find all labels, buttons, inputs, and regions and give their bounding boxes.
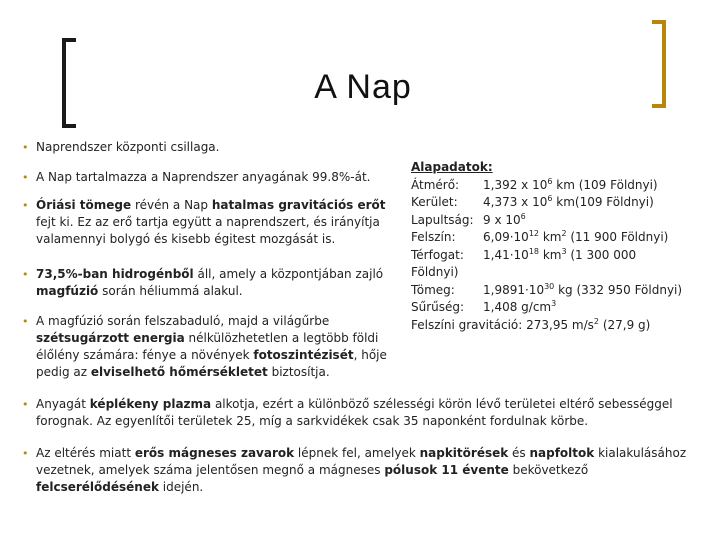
bullet-line [36,197,401,214]
row-exponent: 2 [593,316,600,326]
infobox-row-circumference [411,194,716,212]
row-value: km(109 Földnyi) [552,195,654,209]
row-label: Lapultság: [411,212,474,227]
bullet-text: pedig az [36,365,91,379]
row-label: Felszíni gravitáció: 273,95 m/s [411,317,594,332]
bullet-text: vezetnek, amelyek száma jelentősen megnő a mágneses [36,463,385,477]
bullet-line: A magfúzió során felszabaduló, majd a világűrbe [36,314,330,328]
row-exponent: 6 [520,211,526,221]
row-exponent: 2 [561,229,567,238]
infobox-title: Alapadatok: [411,160,493,174]
row-value: (1 300 000 [566,247,637,262]
bullet-text: bekövetkező [508,463,589,477]
bold-text: felcserélődésének [36,480,159,494]
infobox-row-mass [411,282,716,300]
bullet-text: idején. [158,480,204,494]
bullet-text: révén a Nap [131,198,212,212]
bold-text: 73,5%-ban hidrogénből [36,267,194,281]
bullet-text: alkotja, ezért a különböző szélességi körön lévő területei eltérő sebességgel [211,397,673,411]
row-value: km (109 Földnyi) [552,177,658,192]
row-label: Sűrűség: [411,300,465,314]
row-label: Tömeg: [411,282,455,297]
infobox-row-diameter [411,177,716,195]
bullet-line [36,330,401,347]
bold-text: pólusok 11 évente [384,463,509,477]
bullet-hydrogen [22,266,401,300]
row-label: Földnyi) [411,265,459,279]
bullet-line [36,479,712,496]
row-value: 1,392 x 10 [483,177,548,192]
bullet-mass-share [22,169,396,186]
bullet-text: élőlény számára: fénye a növények [36,348,254,362]
bullet-line [36,462,712,479]
bullet-dot-icon: • [22,141,29,154]
bullet-gravity [22,197,401,248]
row-value: 6,09·10 [483,230,529,244]
row-label: Térfogat: [411,247,464,262]
bullet-text: során héliummá alakul. [98,284,243,298]
row-value: 1,408 g/cm [483,300,552,314]
bold-text: Óriási tömege [36,198,132,212]
row-exponent: 18 [528,246,539,256]
row-value: 9 x 10 [483,212,521,227]
bold-text: fotoszintézisét [253,348,354,362]
bullet-line: forognak. Az egyenlítői területek 25, míg a sarkvidékek csak 35 naponként fordulnak körbe. [36,414,589,428]
bullet-text: Anyagát [36,397,90,411]
row-exponent: 30 [544,281,555,291]
bullet-line [36,364,401,381]
row-label: Kerület: [411,195,458,209]
row-exponent: 3 [561,246,567,256]
infobox-row-volume-cont [411,264,716,282]
infobox-row-flattening [411,212,716,230]
infobox-row-surface [411,229,716,247]
bullet-line: fejt ki. Ez az erő tartja együtt a naprendszert, és irányítja [36,215,380,229]
row-value: 4,373 x 10 [483,195,548,209]
row-value: (27,9 g) [599,317,651,332]
bullet-dot-icon: • [22,315,29,328]
bullet-text: nélkülözhetetlen a legtöbb földi [184,331,379,345]
bullet-text: kialakulásához [594,446,687,460]
bullet-text: Naprendszer központi csillaga. [36,140,220,154]
bold-text: magfúzió [36,284,99,298]
infobox-row-volume [411,247,716,265]
bullet-line [36,445,712,462]
bullet-central-star [22,139,396,156]
infobox-row-gravity [411,317,716,335]
bullet-line [36,283,401,300]
bullet-text: lépnek fel, amelyek [294,446,420,460]
bold-text: képlékeny plazma [89,397,212,411]
bullet-text: biztosítja. [267,365,330,379]
row-value: kg (332 950 Földnyi) [554,282,683,297]
row-label: Átmérő: [411,177,460,192]
bullet-plasma-rotation [22,396,712,430]
bullet-dot-icon: • [22,199,29,212]
bold-text: hatalmas gravitációs erőt [211,198,386,212]
row-value: (11 900 Földnyi) [566,230,669,244]
bullet-line [36,396,712,413]
row-value: 1,41·10 [483,247,529,262]
bullet-line [36,266,401,283]
bullet-line [36,347,401,364]
bullet-text: és [508,446,530,460]
row-exponent: 12 [528,229,539,238]
row-value: km [539,230,562,244]
bullet-dot-icon: • [22,447,29,460]
slide-title: A Nap [314,68,412,106]
row-value: km [539,247,562,262]
bullet-line: valamennyi bolygó és kisebb égitest mozgását is. [36,232,336,246]
bullet-magnetic [22,445,712,496]
bullet-dot-icon: • [22,171,29,184]
bold-text: elviselhető hőmérsékletet [90,365,268,379]
row-exponent: 6 [547,176,553,186]
bullet-text: A Nap tartalmazza a Naprendszer anyagának 99.8%-át. [36,170,371,184]
basic-data-box [411,159,716,359]
bullet-dot-icon: • [22,268,29,281]
bullet-fusion-energy [22,313,401,381]
bold-text: szétsugárzott energia [36,331,185,345]
bold-text: erős mágneses zavarok [134,446,295,460]
bullet-dot-icon: • [22,398,29,411]
row-exponent: 3 [551,299,557,308]
row-label: Felszín: [411,230,456,244]
row-exponent: 6 [547,194,553,203]
bullet-text: , hője [353,348,387,362]
bold-text: napkitörések [419,446,509,460]
row-value: 1,9891·10 [483,282,545,297]
bullet-text: áll, amely a központjában zajló [193,267,384,281]
bold-text: napfoltok [529,446,595,460]
infobox-row-density [411,299,716,317]
bullet-text: Az eltérés miatt [36,446,135,460]
